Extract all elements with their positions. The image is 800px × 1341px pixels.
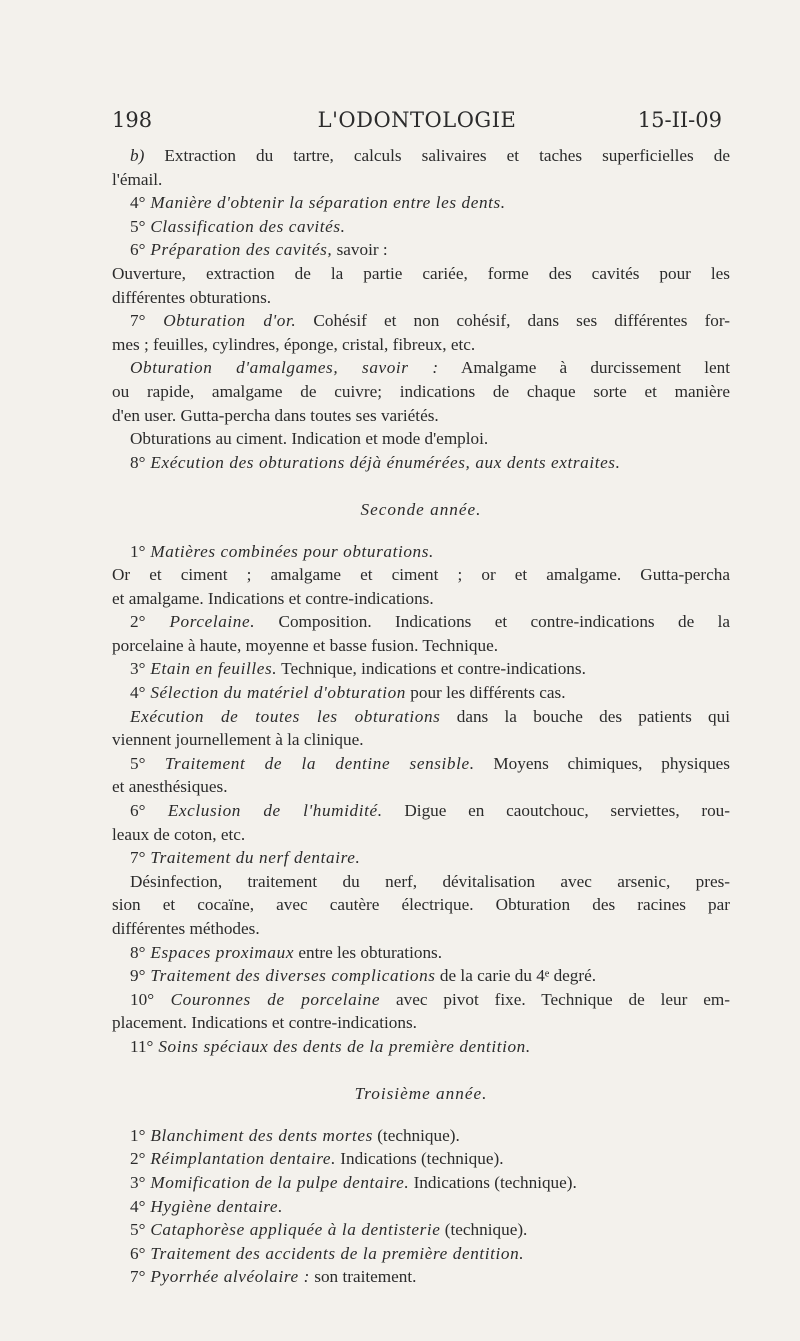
second-item-8: 8° Espaces proximaux entre les obturations. bbox=[130, 942, 443, 962]
second-item-1-cont-2: et amalgame. Indications et contre-indications. bbox=[112, 588, 434, 608]
third-item-2: 2° Réimplantation dentaire. Indications (technique). bbox=[130, 1149, 504, 1169]
item-b-cont: l'émail. bbox=[112, 169, 163, 189]
second-item-2: 2° Porcelaine. Composition. Indications et contre-indications de la bbox=[130, 612, 731, 632]
heading-second-year: Seconde année. bbox=[360, 499, 482, 519]
third-item-3: 3° Momification de la pulpe dentaire. Indications (technique). bbox=[130, 1172, 577, 1192]
item-6: 6° Préparation des cavités, savoir : bbox=[130, 240, 388, 260]
cement-paragraph: Obturations au ciment. Indication et mode d'emploi. bbox=[130, 429, 489, 449]
item-6-cont-1: Ouverture, extraction de la partie cariée, forme des cavités pour les bbox=[112, 263, 730, 283]
third-item-7: 7° Pyorrhée alvéolaire : son traitement. bbox=[130, 1267, 417, 1287]
item-8: 8° Exécution des obturations déjà énumérées, aux dents extraites. bbox=[130, 452, 621, 472]
item-6-cont-2: différentes obturations. bbox=[112, 287, 272, 307]
third-item-5: 5° Cataphorèse appliquée à la dentisterie (technique). bbox=[130, 1220, 528, 1240]
second-item-2-cont: porcelaine à haute, moyenne et basse fusion. Technique. bbox=[112, 635, 499, 655]
second-item-9: 9° Traitement des diverses complications de la carie du 4ᵉ degré. bbox=[130, 966, 597, 986]
execution-cont: viennent journellement à la clinique. bbox=[112, 730, 364, 750]
second-item-10-cont: placement. Indications et contre-indications. bbox=[112, 1013, 417, 1033]
second-item-10: 10° Couronnes de porcelaine avec pivot fixe. Technique de leur em- bbox=[130, 989, 730, 1009]
second-item-7: 7° Traitement du nerf dentaire. bbox=[130, 848, 361, 868]
heading-third-year: Troisième année. bbox=[354, 1084, 488, 1104]
amalgam-paragraph: Obturation d'amalgames, savoir : Amalgame à durcissement lent bbox=[130, 358, 730, 378]
third-item-6: 6° Traitement des accidents de la première dentition. bbox=[130, 1243, 525, 1263]
item-7: 7° Obturation d'or. Cohésif et non cohésif, dans ses différentes for- bbox=[130, 311, 731, 331]
second-item-4: 4° Sélection du matériel d'obturation pour les différents cas. bbox=[130, 683, 566, 703]
item-b: b) Extraction du tartre, calculs salivaires et taches superficielles de bbox=[130, 146, 730, 165]
second-item-6-cont: leaux de coton, etc. bbox=[112, 824, 246, 844]
item-7-cont: mes ; feuilles, cylindres, éponge, cristal, fibreux, etc. bbox=[112, 334, 476, 354]
second-item-6: 6° Exclusion de l'humidité. Digue en caoutchouc, serviettes, rou- bbox=[130, 801, 730, 821]
second-item-3: 3° Etain en feuilles. Technique, indications et contre-indications. bbox=[130, 659, 586, 679]
item-4: 4° Manière d'obtenir la séparation entre les dents. bbox=[130, 193, 506, 213]
page-body bbox=[112, 144, 730, 1289]
second-item-7-cont-2: sion et cocaïne, avec cautère électrique. Obturation des racines par bbox=[112, 895, 730, 915]
amalgam-cont-1: ou rapide, amalgame de cuivre; indications de chaque sorte et manière bbox=[112, 381, 730, 401]
second-item-7-cont-3: différentes méthodes. bbox=[112, 919, 260, 938]
amalgam-cont-2: d'en user. Gutta-percha dans toutes ses variétés. bbox=[112, 405, 439, 425]
running-header bbox=[112, 108, 722, 136]
second-item-5: 5° Traitement de la dentine sensible. Moyens chimiques, physiques bbox=[130, 753, 730, 773]
item-5: 5° Classification des cavités. bbox=[130, 216, 346, 236]
second-item-7-cont-1: Désinfection, traitement du nerf, dévitalisation avec arsenic, pres- bbox=[130, 871, 730, 891]
issue-date: 15-II-09 bbox=[637, 108, 722, 132]
second-item-11: 11° Soins spéciaux des dents de la première dentition. bbox=[130, 1036, 531, 1056]
journal-title: L'ODONTOLOGIE bbox=[317, 108, 517, 132]
third-item-1: 1° Blanchiment des dents mortes (technique). bbox=[130, 1125, 460, 1145]
page-number: 198 bbox=[112, 108, 153, 132]
second-item-5-cont: et anesthésiques. bbox=[112, 777, 228, 797]
second-item-1: 1° Matières combinées pour obturations. bbox=[130, 541, 434, 561]
second-item-1-cont-1: Or et ciment ; amalgame et ciment ; or et amalgame. Gutta-percha bbox=[112, 565, 730, 585]
execution-paragraph: Exécution de toutes les obturations dans la bouche des patients qui bbox=[130, 706, 731, 726]
third-item-4: 4° Hygiène dentaire. bbox=[130, 1196, 284, 1216]
